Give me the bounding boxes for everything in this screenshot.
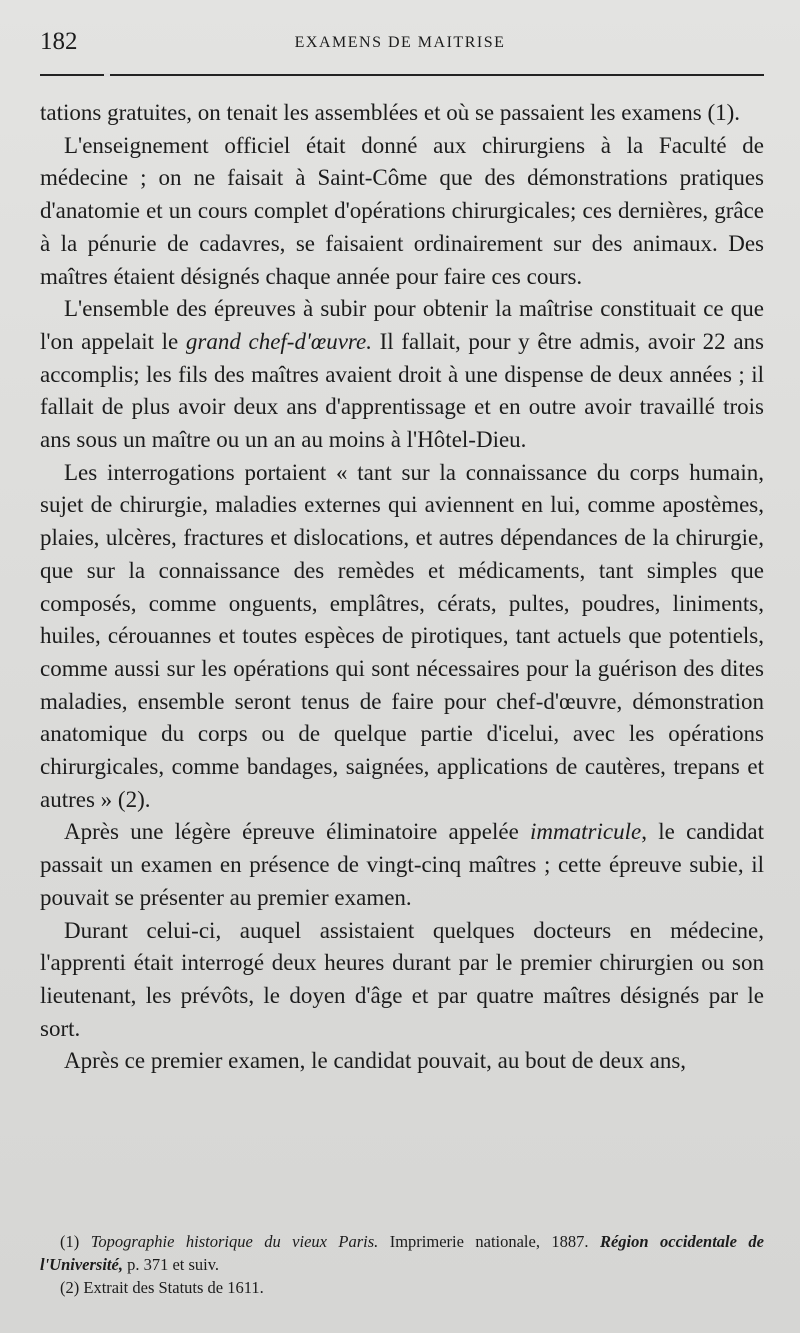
paragraph-text: , le candidat passait un examen en présence de vingt-cinq maîtres ; cette épreuve subie, il pouvait se présenter au premier examen. bbox=[40, 819, 764, 910]
running-title: EXAMENS DE MAITRISE bbox=[294, 34, 506, 51]
paragraph-immatricule bbox=[40, 816, 764, 914]
footnote-1 bbox=[40, 1230, 764, 1276]
paragraph-grand-chef-d-oeuvre bbox=[40, 293, 764, 457]
footnote-title: Topographie historique du vieux Paris. bbox=[90, 1232, 379, 1251]
paragraph-text: Après une légère épreuve éliminatoire appelée bbox=[64, 819, 531, 845]
italic-term: grand chef-d'œuvre. bbox=[185, 328, 372, 354]
footnote-text: Imprimerie nationale, 1887. bbox=[378, 1232, 600, 1251]
paragraph-continuation: tations gratuites, on tenait les assemblées et où se passaient les examens (1). bbox=[40, 100, 741, 125]
italic-term: immatricule bbox=[530, 819, 642, 845]
page-number: 182 bbox=[40, 28, 78, 55]
paragraph-interrogations: Les interrogations portaient « tant sur la connaissance du corps humain, sujet de chirurgie, maladies externes qui aviennent en lui, comme apostèmes, plaies, ulcères, fractures et dislocations, et autres dépendances de la chirurgie, que sur la connaissance des remèdes et médicaments, tant simples que composés, comme onguents, emplâtres, cérats, pultes, poudres, liniments, huiles, cérouannes et toutes espèces de pirotiques, tant actuels que potentiels, comme aussi sur les opérations qui sont nécessaires pour la guérison des dites maladies, ensemble seront tenus de faire pour chef-d'œuvre, démonstration anatomique du corps ou de quelque partie d'icelui, avec les opérations chirurgicales, comme bandages, saignées, applications de cautères, trepans et autres » (2). bbox=[40, 459, 764, 812]
paragraph-apres-premier-examen: Après ce premier examen, le candidat pouvait, au bout de deux ans, bbox=[64, 1048, 687, 1074]
header-rule-break bbox=[104, 73, 110, 77]
paragraph-premier-examen: Durant celui-ci, auquel assistaient quelques docteurs en médecine, l'apprenti était interrogé deux heures durant par le premier chirurgien ou son lieutenant, les prévôts, le doyen d'âge et par quatre maîtres désignés par le sort. bbox=[40, 917, 764, 1041]
header-rule bbox=[40, 74, 764, 76]
footnote-marker: (1) bbox=[60, 1232, 91, 1251]
body-text bbox=[40, 97, 764, 1078]
paragraph-text: Il fallait, pour y être admis, avoir 22 ans accomplis; les fils des maîtres avaient droit à une dispense de deux années ; il fallait de plus avoir deux ans d'apprentissage et en outre avoir travaillé trois ans sous un maître ou un an au moins à l'Hôtel-Dieu. bbox=[40, 328, 764, 453]
page-header bbox=[40, 28, 760, 60]
footnotes bbox=[40, 1230, 764, 1299]
paragraph-enseignement: L'enseignement officiel était donné aux chirurgiens à la Faculté de médecine ; on ne faisait à Saint-Côme que des démonstrations pratiques d'anatomie et un cours complet d'opérations chirurgicales; ces dernières, grâce à la pénurie de cadavres, se faisaient ordinairement sur des animaux. Des maîtres étaient désignés chaque année pour faire ces cours. bbox=[40, 132, 764, 289]
footnote-region: Région occidentale de l'Université, bbox=[40, 1232, 764, 1274]
footnote-2: (2) Extrait des Statuts de 1611. bbox=[60, 1278, 264, 1297]
footnote-text: p. 371 et suiv. bbox=[122, 1255, 220, 1274]
paragraph-text: L'ensemble des épreuves à subir pour obtenir la maîtrise constituait ce que l'on appelait le bbox=[40, 296, 764, 354]
